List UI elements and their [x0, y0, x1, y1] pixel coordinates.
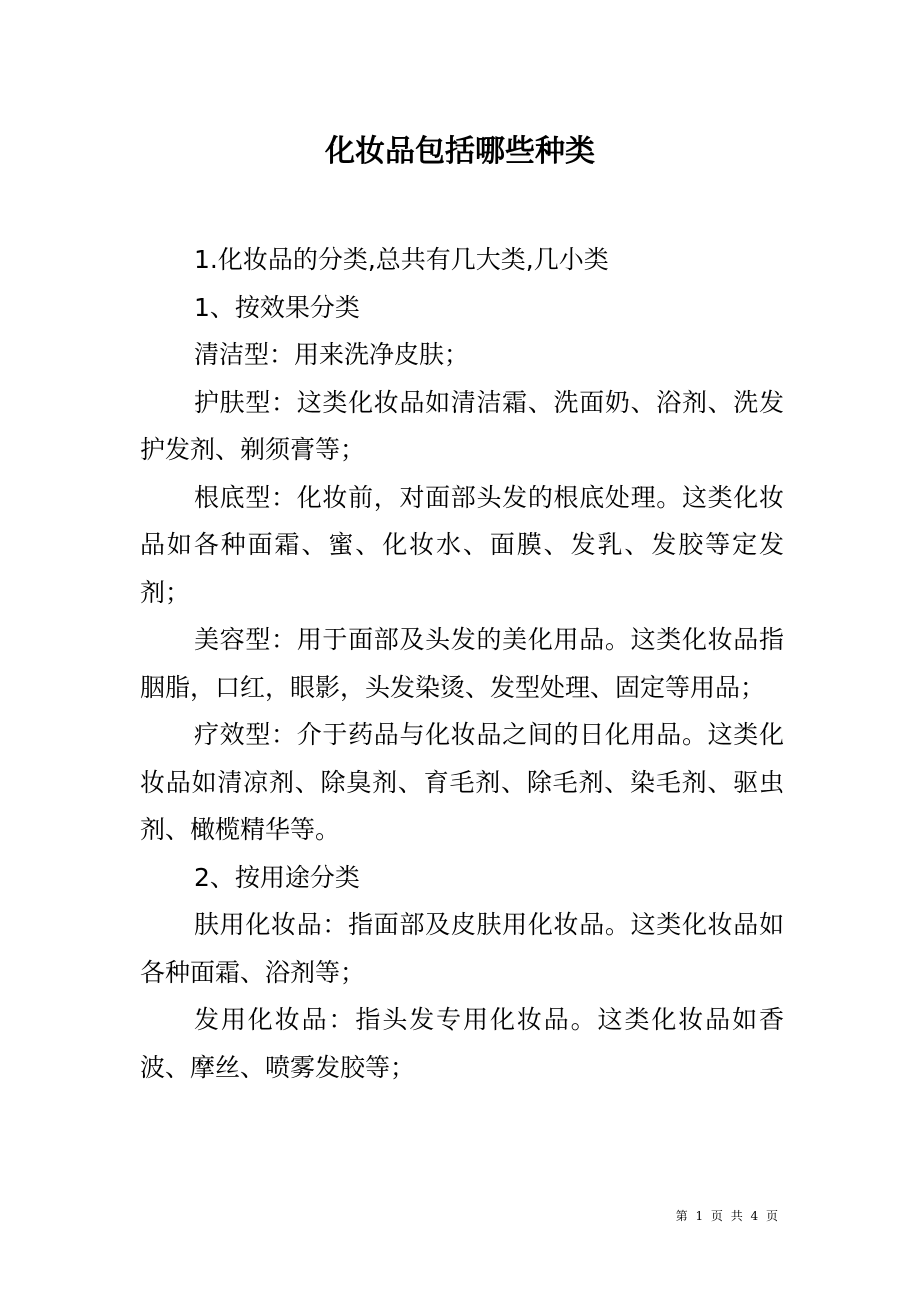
- paragraph: 美容型：用于面部及头发的美化用品。这类化妆品指胭脂，口红，眼影，头发染烫、发型处理、固定等用品；: [140, 625, 784, 702]
- document-title: 化妆品包括哪些种类: [325, 134, 595, 169]
- paragraph: 清洁型：用来洗净皮肤；: [194, 340, 470, 369]
- paragraph: 根底型：化妆前，对面部头发的根底处理。这类化妆品如各种面霜、蜜、化妆水、面膜、发乳、发胶等定发剂；: [140, 482, 784, 607]
- section-heading: 2、按用途分类: [194, 862, 360, 892]
- paragraph: 疗效型：介于药品与化妆品之间的日化用品。这类化妆品如清凉剂、除臭剂、育毛剂、除毛剂、染毛剂、驱虫剂、橄榄精华等。: [140, 720, 784, 844]
- section-heading: 1、按效果分类: [194, 292, 360, 322]
- page-number-footer: 第 1 页 共 4 页: [675, 1209, 780, 1223]
- paragraph: 发用化妆品：指头发专用化妆品。这类化妆品如香波、摩丝、喷雾发胶等；: [140, 1005, 784, 1082]
- document-body: [140, 236, 784, 1091]
- paragraph: 护肤型：这类化妆品如清洁霜、洗面奶、浴剂、洗发护发剂、剃须膏等；: [140, 387, 784, 464]
- paragraph: 肤用化妆品：指面部及皮肤用化妆品。这类化妆品如各种面霜、浴剂等；: [140, 910, 784, 987]
- paragraph-heading: 1.化妆品的分类,总共有几大类,几小类: [194, 245, 609, 274]
